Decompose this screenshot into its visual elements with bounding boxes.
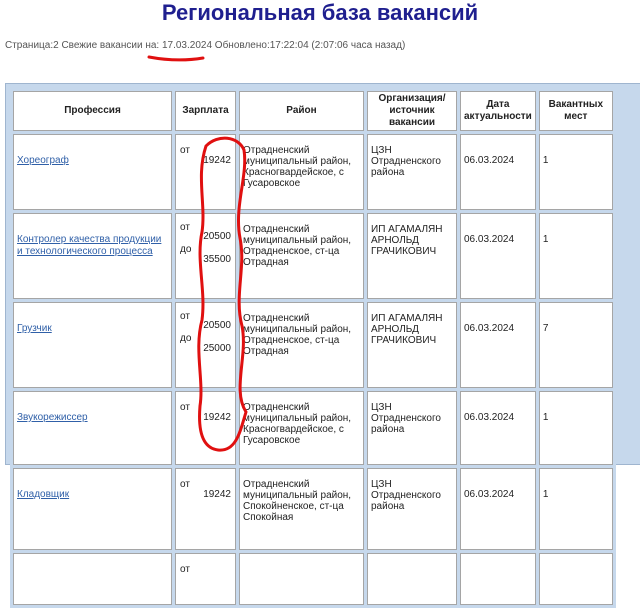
header-vacancies-count[interactable]: Вакантных мест bbox=[539, 91, 613, 131]
cell-organization: ИП АГАМАЛЯН АРНОЛЬД ГРАЧИКОВИЧ bbox=[367, 302, 457, 388]
salary-from-value: 20500 bbox=[203, 231, 231, 242]
table-row bbox=[13, 391, 613, 465]
salary-from-label: от bbox=[180, 145, 190, 156]
red-underline-mark bbox=[149, 57, 203, 60]
cell-district: Отрадненский муниципальный район, Спокойненское, ст-ца Спокойная bbox=[239, 468, 364, 550]
header-district[interactable]: Район bbox=[239, 91, 364, 131]
cell-salary bbox=[175, 213, 236, 299]
cell-date: 06.03.2024 bbox=[460, 468, 536, 550]
table-row bbox=[13, 553, 613, 605]
cell-date: 06.03.2024 bbox=[460, 391, 536, 465]
cell-district bbox=[239, 553, 364, 605]
cell-district: Отрадненский муниципальный район, Красногвардейское, с Гусаровское bbox=[239, 391, 364, 465]
salary-from-label: от bbox=[180, 222, 190, 233]
cell-date: 06.03.2024 bbox=[460, 302, 536, 388]
cell-district: Отрадненский муниципальный район, Красногвардейское, с Гусаровское bbox=[239, 134, 364, 210]
salary-from-value: 19242 bbox=[203, 155, 231, 166]
cell-district: Отрадненский муниципальный район, Отрадненское, ст-ца Отрадная bbox=[239, 302, 364, 388]
cell-vacancies-count: 1 bbox=[539, 468, 613, 550]
salary-to-value: 25000 bbox=[203, 343, 231, 354]
salary-to-value: 35500 bbox=[203, 254, 231, 265]
table-row bbox=[13, 468, 613, 550]
cell-profession bbox=[13, 468, 172, 550]
salary-from-value: 19242 bbox=[203, 489, 231, 500]
cell-vacancies-count: 1 bbox=[539, 391, 613, 465]
header-date[interactable]: Дата актуальности bbox=[460, 91, 536, 131]
cell-vacancies-count bbox=[539, 553, 613, 605]
cell-vacancies-count: 1 bbox=[539, 213, 613, 299]
salary-from-value: 20500 bbox=[203, 320, 231, 331]
salary-from-label: от bbox=[180, 479, 190, 490]
page-title: Региональная база вакансий bbox=[161, 0, 479, 25]
cell-profession bbox=[13, 213, 172, 299]
cell-district: Отрадненский муниципальный район, Отрадненское, ст-ца Отрадная bbox=[239, 213, 364, 299]
cell-salary bbox=[175, 134, 236, 210]
cell-salary bbox=[175, 553, 236, 605]
cell-salary bbox=[175, 468, 236, 550]
header-salary[interactable]: Зарплата bbox=[175, 91, 236, 131]
profession-link[interactable]: Звукорежиссер bbox=[17, 412, 88, 423]
cell-salary bbox=[175, 391, 236, 465]
table-row bbox=[13, 302, 613, 388]
cell-organization bbox=[367, 553, 457, 605]
salary-to-label: до bbox=[180, 333, 192, 344]
cell-organization: ЦЗН Отрадненского района bbox=[367, 468, 457, 550]
vacancies-table-frame bbox=[5, 83, 640, 575]
cell-organization: ИП АГАМАЛЯН АРНОЛЬД ГРАЧИКОВИЧ bbox=[367, 213, 457, 299]
profession-link[interactable]: Грузчик bbox=[17, 323, 52, 334]
cell-date: 06.03.2024 bbox=[460, 213, 536, 299]
cell-date: 06.03.2024 bbox=[460, 134, 536, 210]
salary-from-label: от bbox=[180, 311, 190, 322]
status-line: Страница:2 Свежие вакансии на: 17.03.2024 Обновлено:17:22:04 (2:07:06 часа назад) bbox=[5, 40, 406, 51]
vacancies-table bbox=[10, 88, 616, 608]
table-row bbox=[13, 134, 613, 210]
cell-organization: ЦЗН Отрадненского района bbox=[367, 134, 457, 210]
profession-link[interactable]: Хореограф bbox=[17, 155, 69, 166]
header-profession[interactable]: Профессия bbox=[13, 91, 172, 131]
cell-salary bbox=[175, 302, 236, 388]
cell-profession bbox=[13, 134, 172, 210]
cell-organization: ЦЗН Отрадненского района bbox=[367, 391, 457, 465]
table-header-row bbox=[13, 91, 613, 131]
salary-from-value: 19242 bbox=[203, 412, 231, 423]
salary-to-label: до bbox=[180, 244, 192, 255]
profession-link[interactable]: Контролер качества продукции и технологического процесса bbox=[17, 234, 162, 257]
cell-profession bbox=[13, 302, 172, 388]
profession-link[interactable]: Кладовщик bbox=[17, 489, 70, 500]
cell-vacancies-count: 1 bbox=[539, 134, 613, 210]
cell-date bbox=[460, 553, 536, 605]
cell-profession bbox=[13, 553, 172, 605]
salary-from-label: от bbox=[180, 402, 190, 413]
cell-vacancies-count: 7 bbox=[539, 302, 613, 388]
header-organization[interactable]: Организация/ источник вакансии bbox=[367, 91, 457, 131]
table-row bbox=[13, 213, 613, 299]
cell-profession bbox=[13, 391, 172, 465]
salary-from-label: от bbox=[180, 564, 190, 575]
